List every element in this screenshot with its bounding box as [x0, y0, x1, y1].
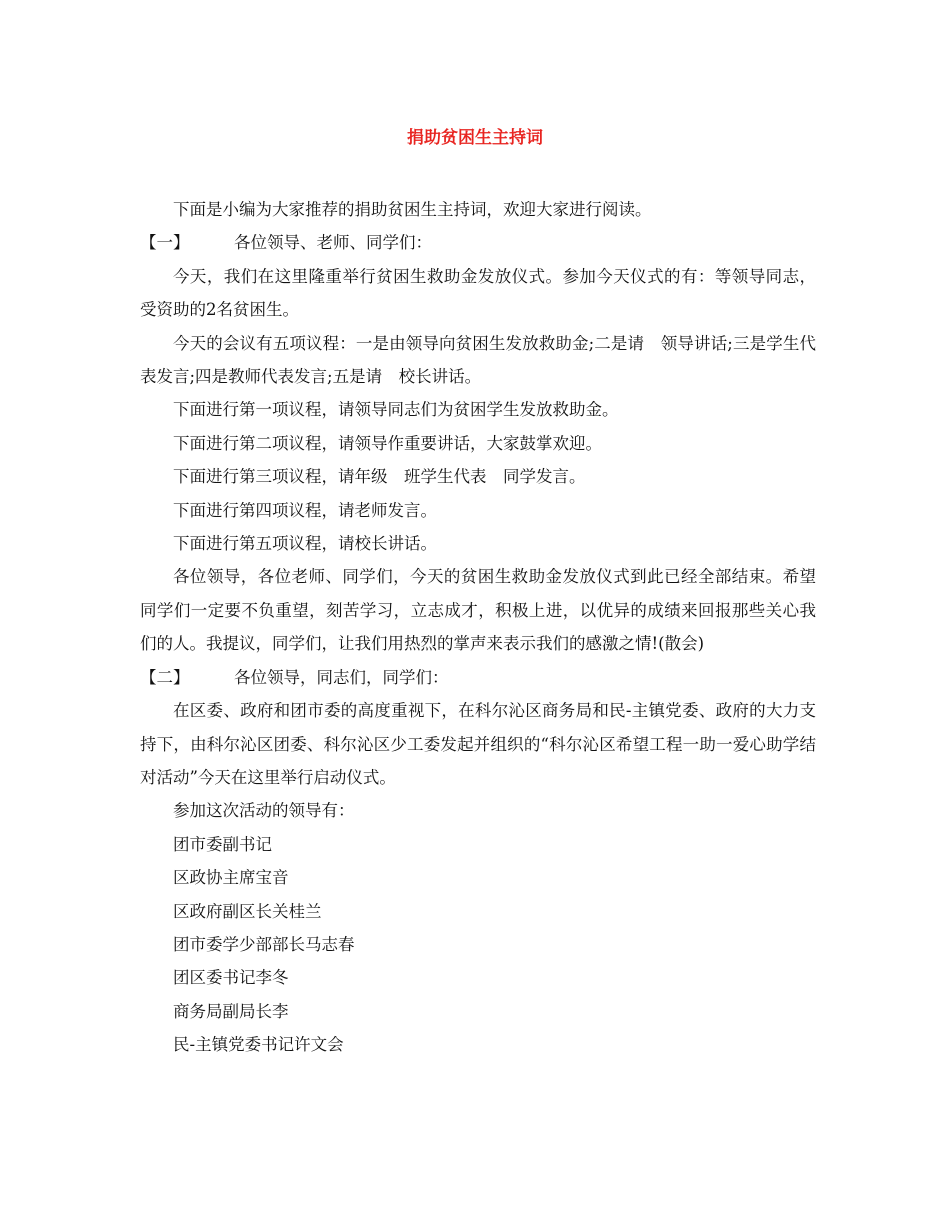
paragraph: 下面进行第三项议程，请年级 班学生代表 同学发言。 — [173, 467, 586, 487]
paragraph: 下面进行第一项议程，请领导同志们为贫困学生发放救助金。 — [173, 400, 619, 420]
paragraph: 各位领导，各位老师、同学们，今天的贫困生救助金发放仪式到此已经全部结束。希望同学们一定要不负重望，刻苦学习，立志成才，积极上进，以优异的成绩来回报那些关心我们的人。我提议，同学们，让我们用热烈的掌声来表示我们的感激之情!(散会) — [140, 567, 816, 654]
leader-list-item: 区政协主席宝音 — [173, 868, 289, 888]
leader-list-item: 民-主镇党委书记许文会 — [173, 1035, 344, 1055]
paragraph: 下面进行第五项议程，请校长讲话。 — [173, 534, 437, 554]
section-marker: 【二】 — [140, 667, 190, 687]
section-salutation: 各位领导、老师、同学们： — [234, 233, 432, 253]
section-two-heading — [140, 661, 816, 694]
leader-list-item: 团市委学少部部长马志春 — [173, 934, 355, 954]
section-one-heading — [140, 226, 816, 259]
leader-list-item: 区政府副区长关桂兰 — [173, 901, 322, 921]
paragraph: 在区委、政府和团市委的高度重视下，在科尔沁区商务局和民-主镇党委、政府的大力支持下，由科尔沁区团委、科尔沁区少工委发起并组织的“科尔沁区希望工程一助一爱心助学结对活动”今天在这里举行启动仪式。 — [140, 701, 816, 787]
paragraph: 今天的会议有五项议程：一是由领导向贫困生发放救助金;二是请 领导讲话;三是学生代表发言;四是教师代表发言;五是请 校长讲话。 — [140, 333, 816, 387]
paragraph: 参加这次活动的领导有： — [173, 801, 355, 821]
paragraph: 下面进行第四项议程，请老师发言。 — [173, 500, 437, 520]
section-salutation: 各位领导，同志们，同学们： — [234, 667, 449, 687]
paragraph: 今天，我们在这里隆重举行贫困生救助金发放仪式。参加今天仪式的有：等领导同志，受资助的2名贫困生。 — [140, 266, 816, 320]
leader-list-item: 商务局副局长李 — [173, 1001, 289, 1021]
leader-list-item: 团区委书记李冬 — [173, 968, 289, 988]
intro-paragraph: 下面是小编为大家推荐的捐助贫困生主持词，欢迎大家进行阅读。 — [173, 200, 652, 219]
document-body — [140, 193, 816, 1062]
paragraph: 下面进行第二项议程，请领导作重要讲话，大家鼓掌欢迎。 — [173, 433, 602, 453]
section-marker: 【一】 — [140, 233, 190, 253]
document-title: 捐助贫困生主持词 — [407, 128, 543, 148]
leader-list-item: 团市委副书记 — [173, 834, 272, 854]
